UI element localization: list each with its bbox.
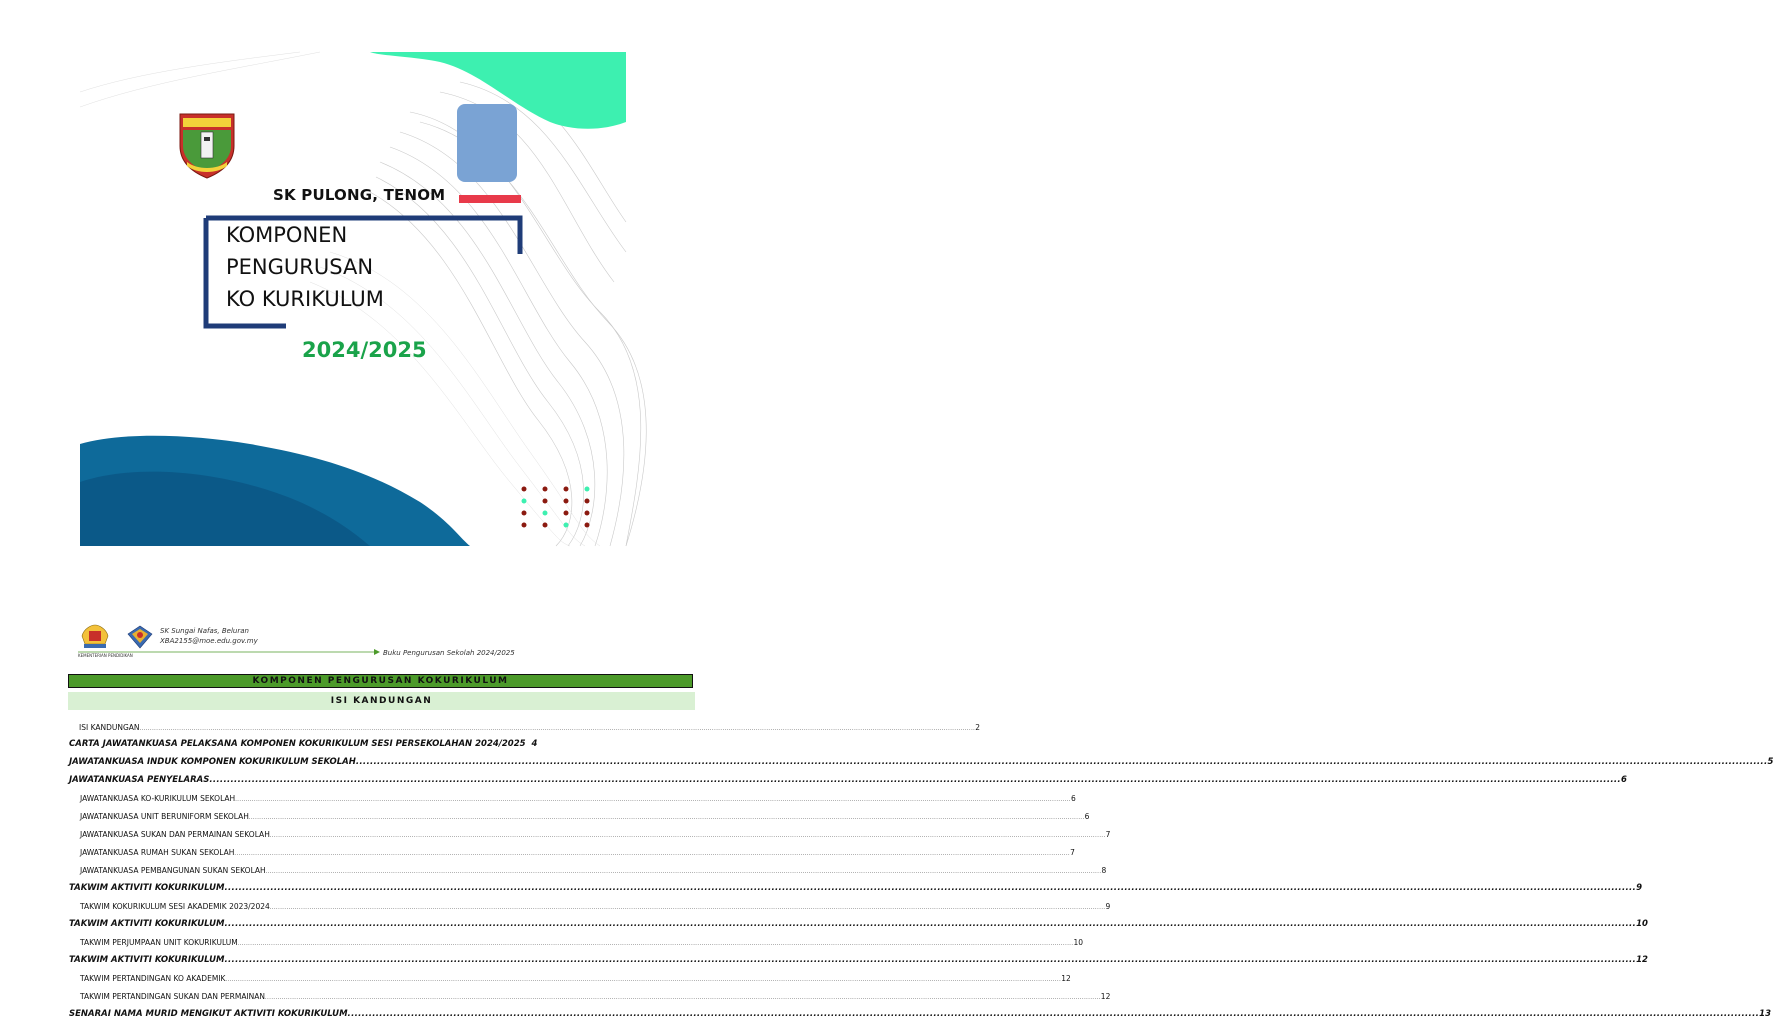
- toc-heading-bar: [68, 692, 695, 710]
- cover-title-line-2: PENGURUSAN: [226, 255, 374, 279]
- document-header: [78, 622, 718, 662]
- toc-entry-sub[interactable]: [79, 723, 981, 732]
- toc-entry-sub[interactable]: [80, 794, 1076, 803]
- header-book-label: Buku Pengurusan Sekolah 2024/2025: [383, 649, 515, 657]
- toc-page-number: 9: [1636, 883, 1643, 893]
- toc-leader-dots: ................................................................................................................................................................................................................................................................................................................................................................................................................: [265, 869, 1102, 875]
- toc-leader-dots: ................................................................................................................................................................................................................................................................................................................................................................................................................: [225, 977, 1062, 983]
- toc-entry-title: CARTA JAWATANKUASA PELAKSANA KOMPONEN KOKURIKULUM SESI PERSEKOLAHAN 2024/2025: [69, 739, 526, 749]
- toc-entry-sub[interactable]: [80, 812, 1090, 821]
- toc-entry-sub[interactable]: [80, 902, 1111, 911]
- toc-entry-title: TAKWIM AKTIVITI KOKURIKULUM: [69, 883, 225, 893]
- toc-page-number: 10: [1636, 919, 1648, 929]
- toc-page-number: 13: [1759, 1009, 1771, 1019]
- toc-entry-title: JAWATANKUASA KO-KURIKULUM SEKOLAH: [80, 794, 236, 803]
- toc-leader-dots: ................................................................................................................................................................................................................................................................................................................................................................................................................: [209, 775, 1621, 785]
- toc-entry-title: JAWATANKUASA RUMAH SUKAN SEKOLAH: [80, 848, 235, 857]
- toc-page-number: 2: [975, 723, 981, 732]
- toc-leader-dots: ................................................................................................................................................................................................................................................................................................................................................................................................................: [224, 883, 1637, 893]
- toc-leader-dots: ................................................................................................................................................................................................................................................................................................................................................................................................................: [347, 1009, 1760, 1019]
- toc-entry-title: JAWATANKUASA INDUK KOMPONEN KOKURIKULUM SEKOLAH: [69, 757, 356, 767]
- toc-entry-title: JAWATANKUASA PEMBANGUNAN SUKAN SEKOLAH: [80, 866, 266, 875]
- toc-entry-title: ISI KANDUNGAN: [79, 723, 140, 732]
- blue-rect: [457, 104, 517, 182]
- toc-entry-title: TAKWIM AKTIVITI KOKURIKULUM: [69, 919, 225, 929]
- toc-entry-title: JAWATANKUASA UNIT BERUNIFORM SEKOLAH: [80, 812, 249, 821]
- ministry-label: KEMENTERIAN PENDIDIKAN: [78, 653, 133, 658]
- toc-entry-title: TAKWIM AKTIVITI KOKURIKULUM: [69, 955, 225, 965]
- toc-entry-title: TAKWIM PERTANDINGAN SUKAN DAN PERMAINAN: [80, 992, 266, 1001]
- toc-entry-title: TAKWIM PERTANDINGAN KO AKADEMIK: [80, 974, 226, 983]
- section-title-bar: [68, 674, 693, 688]
- header-email-line: XBA2155@moe.edu.gov.my: [160, 637, 258, 645]
- toc-page-number: 9: [1105, 902, 1111, 911]
- toc-page-number: 5: [1767, 757, 1773, 767]
- cover-title-line-1: KOMPONEN: [226, 223, 348, 247]
- cover-page: [80, 52, 626, 546]
- section-title: KOMPONEN PENGURUSAN KOKURIKULUM: [252, 676, 509, 686]
- toc-leader-dots: ................................................................................................................................................................................................................................................................................................................................................................................................................: [269, 833, 1106, 839]
- toc-entry-title: TAKWIM KOKURIKULUM SESI AKADEMIK 2023/2024: [80, 902, 270, 911]
- toc-entry-sub[interactable]: [80, 974, 1071, 983]
- toc-page-number: 12: [1636, 955, 1648, 965]
- toc-entry-main[interactable]: [69, 775, 1627, 785]
- toc-leader-dots: ................................................................................................................................................................................................................................................................................................................................................................................................................: [139, 726, 976, 732]
- toc-entry-main[interactable]: [69, 757, 1773, 767]
- school-crest-icon: [128, 626, 152, 648]
- toc-entry-title: SENARAI NAMA MURID MENGIKUT AKTIVITI KOKURIKULUM: [69, 1009, 348, 1019]
- toc-entry-sub[interactable]: [80, 938, 1084, 947]
- toc-entry-title: TAKWIM PERJUMPAAN UNIT KOKURIKULUM: [80, 938, 238, 947]
- toc-entry-main[interactable]: [69, 883, 1643, 893]
- toc-entry-sub[interactable]: [80, 992, 1111, 1001]
- toc-leader-dots: ................................................................................................................................................................................................................................................................................................................................................................................................................: [237, 941, 1074, 947]
- toc-entry-main[interactable]: [69, 919, 1648, 929]
- cover-year: 2024/2025: [302, 338, 427, 362]
- toc-entry-sub[interactable]: [80, 848, 1075, 857]
- toc-entry-main[interactable]: [69, 955, 1648, 965]
- toc-entry-sub[interactable]: [80, 866, 1107, 875]
- dot-grid: [522, 487, 590, 528]
- red-bar: [459, 195, 521, 203]
- toc-page-number: 6: [1070, 794, 1076, 803]
- school-badge-icon: [180, 114, 234, 178]
- toc-leader-dots: ................................................................................................................................................................................................................................................................................................................................................................................................................: [224, 955, 1637, 965]
- toc-heading: ISI KANDUNGAN: [330, 696, 433, 706]
- toc-page-number: 6: [1084, 812, 1090, 821]
- cover-title-line-3: KO KURIKULUM: [226, 287, 384, 311]
- toc-page-number: 4: [531, 739, 538, 749]
- toc-page-number: 10: [1073, 938, 1084, 947]
- header-school-line: SK Sungai Nafas, Beluran: [160, 627, 249, 635]
- toc-page-number: 12: [1100, 992, 1111, 1001]
- ministry-crest-icon: [82, 625, 108, 648]
- toc-page-number: 12: [1061, 974, 1071, 983]
- school-name: SK PULONG, TENOM: [273, 186, 446, 204]
- toc-page-number: 7: [1070, 848, 1075, 857]
- toc-entry-title: JAWATANKUASA PENYELARAS: [69, 775, 210, 785]
- toc-leader-dots: ................................................................................................................................................................................................................................................................................................................................................................................................................: [235, 797, 1071, 803]
- toc-leader-dots: ................................................................................................................................................................................................................................................................................................................................................................................................................: [224, 919, 1637, 929]
- toc-leader-dots: ................................................................................................................................................................................................................................................................................................................................................................................................................: [269, 905, 1106, 911]
- toc-page-number: 7: [1105, 830, 1111, 839]
- toc-leader-dots: ................................................................................................................................................................................................................................................................................................................................................................................................................: [248, 815, 1085, 821]
- header-arrow-line: [78, 649, 388, 655]
- toc-entry-main[interactable]: [69, 739, 537, 749]
- toc-entry-main[interactable]: [69, 1009, 1771, 1019]
- toc-entry-sub[interactable]: [80, 830, 1111, 839]
- toc-leader-dots: ................................................................................................................................................................................................................................................................................................................................................................................................................: [355, 757, 1768, 767]
- toc-page-number: 6: [1620, 775, 1627, 785]
- toc-leader-dots: ................................................................................................................................................................................................................................................................................................................................................................................................................: [234, 851, 1071, 857]
- toc-page-number: 8: [1101, 866, 1107, 875]
- toc-entry-title: JAWATANKUASA SUKAN DAN PERMAINAN SEKOLAH: [80, 830, 270, 839]
- toc-leader-dots: ................................................................................................................................................................................................................................................................................................................................................................................................................: [265, 995, 1101, 1001]
